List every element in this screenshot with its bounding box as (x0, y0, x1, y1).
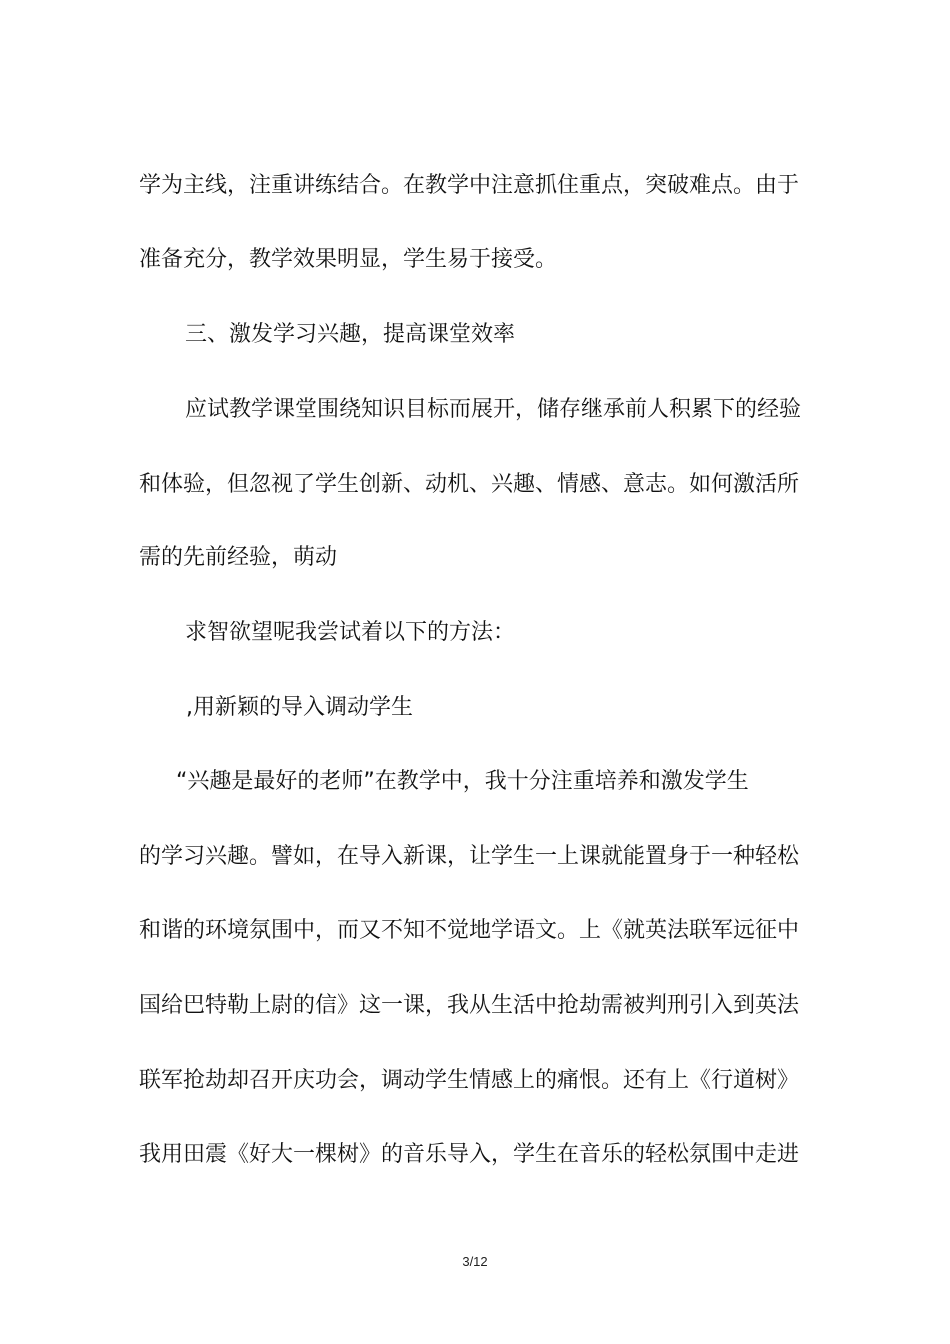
text-line-5: 和体验，但忽视了学生创新、动机、兴趣、情感、意志。如何激活所 (139, 472, 800, 497)
text-line-13: 联军抢劫却召开庆功会，调动学生情感上的痛恨。还有上《行道树》 (139, 1068, 800, 1093)
text-line-12: 国给巴特勒上尉的信》这一课，我从生活中抢劫需被判刑引入到英法 (139, 993, 800, 1018)
page-number: 3/12 (462, 1254, 488, 1269)
text-line-11: 和谐的环境氛围中，而又不知不觉地学语文。上《就英法联军远征中 (139, 918, 800, 943)
text-line-14: 我用田震《好大一棵树》的音乐导入，学生在音乐的轻松氛围中走进 (139, 1142, 800, 1167)
text-line-9: “兴趣是最好的老师”在教学中，我十分注重培养和激发学生 (176, 769, 749, 794)
text-line-2: 准备充分，教学效果明显，学生易于接受。 (139, 247, 558, 272)
section-heading: 三、激发学习兴趣，提高课堂效率 (185, 322, 516, 347)
text-line-6: 需的先前经验，萌动 (139, 545, 338, 570)
text-line-4: 应试教学课堂围绕知识目标而展开，储存继承前人积累下的经验 (185, 397, 802, 422)
text-line-1: 学为主线，注重讲练结合。在教学中注意抓住重点，突破难点。由于 (139, 173, 800, 198)
text-line-7: 求智欲望呢我尝试着以下的方法： (185, 620, 516, 645)
subheading-line: ,用新颖的导入调动学生 (186, 695, 413, 720)
text-line-10: 的学习兴趣。譬如，在导入新课，让学生一上课就能置身于一种轻松 (139, 844, 800, 869)
